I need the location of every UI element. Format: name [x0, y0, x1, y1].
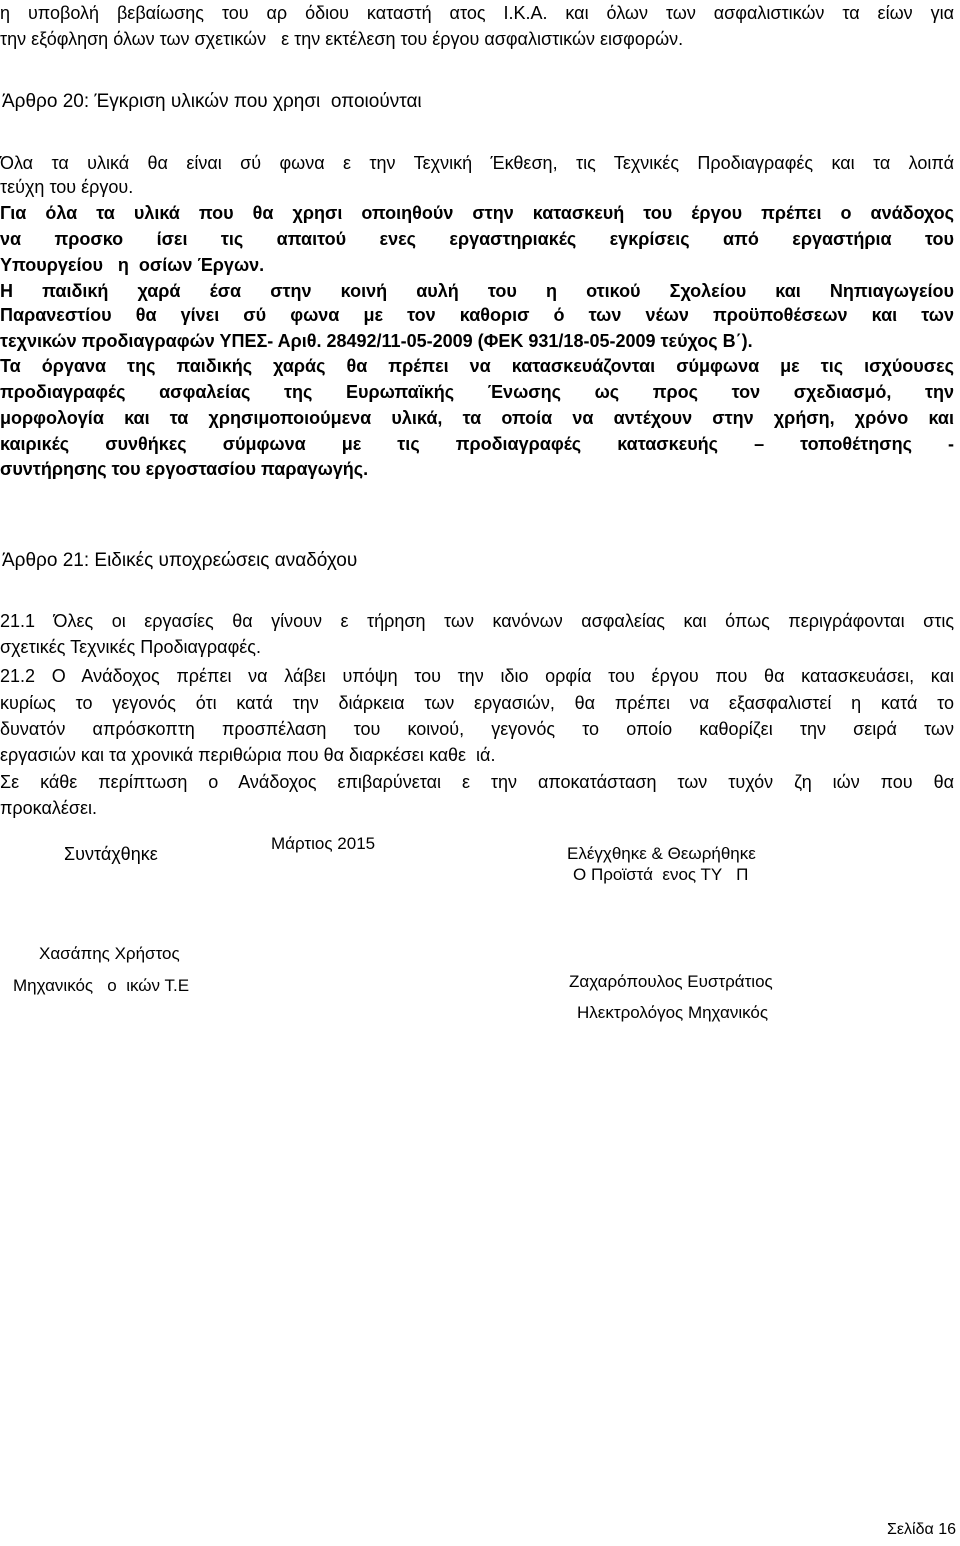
- article-21-s1-line-1: 21.1 Όλες οι εργασίες θα γίνουν ε τήρηση των κανόνων ασφαλείας και όπως περιγράφονται στις: [0, 611, 954, 631]
- article-20-p4-line-2: προδιαγραφές ασφαλείας της Ευρωπαϊκής Ένωσης ως προς τον σχεδιασμό, την: [0, 382, 954, 402]
- article-21-s2-line-2: κυρίως το γεγονός ότι κατά την διάρκεια των εργασιών, θα πρέπει να εξασφαλιστεί η κατά το: [0, 693, 954, 713]
- article-20-p2-line-3: Υπουργείου η οσίων Έργων.: [0, 255, 265, 275]
- checked-label: Ελέγχθηκε & Θεωρήθηκε: [567, 844, 756, 863]
- article-20-p2-line-2: να προσκο ίσει τις απαιτού ενες εργαστηριακές εγκρίσεις από εργαστήρια του: [0, 229, 954, 249]
- article-20-p4-line-4: καιρικές συνθήκες σύμφωνα με τις προδιαγραφές κατασκευής – τοποθέτησης -: [0, 434, 954, 454]
- article-20-p3-line-3: τεχνικών προδιαγραφών ΥΠΕΣ- Αριθ. 28492/11-05-2009 (ΦΕΚ 931/18-05-2009 τεύχος Β΄).: [0, 331, 753, 351]
- article-20-p1-line-1: Όλα τα υλικά θα είναι σύ φωνα ε την Τεχνική Έκθεση, τις Τεχνικές Προδιαγραφές και τα λοιπά: [0, 153, 954, 173]
- article-21-s1-line-2: σχετικές Τεχνικές Προδιαγραφές.: [0, 637, 261, 657]
- article-21-s3-line-2: προκαλέσει.: [0, 798, 98, 818]
- article-20-p1-line-2: τεύχη του έργου.: [0, 177, 134, 197]
- intro-line-1: η υποβολή βεβαίωσης του αρ όδιου καταστή ατος Ι.Κ.Α. και όλων των ασφαλιστικών τα είων για: [0, 3, 954, 23]
- document-date: Μάρτιος 2015: [271, 834, 376, 853]
- drafted-label: Συντάχθηκε: [64, 844, 158, 864]
- article-20-title: Άρθρο 20: Έγκριση υλικών που χρησι οποιούνται: [2, 91, 422, 112]
- article-20-p3-line-2: Παρανεστίου θα γίνει σύ φωνα με τον καθορισ ό των νέων προϋποθέσεων και των: [0, 305, 954, 325]
- article-20-p4-line-3: μορφολογία και τα χρησιμοποιούμενα υλικά, τα οποία να αντέχουν στην χρήση, χρόνο και: [0, 408, 954, 428]
- article-21-title: Άρθρο 21: Ειδικές υποχρεώσεις αναδόχου: [2, 550, 358, 571]
- article-21-s2-line-3: δυνατόν απρόσκοπτη προσπέλαση του κοινού, γεγονός το οποίο καθορίζει την σειρά των: [0, 719, 954, 739]
- article-20-p2-line-1: Για όλα τα υλικά που θα χρησι οποιηθούν στην κατασκευή του έργου πρέπει ο ανάδοχος: [0, 203, 954, 223]
- checked-role: Ο Προϊστά ενος ΤΥ Π: [573, 865, 749, 884]
- article-21-s2-line-4: εργασιών και τα χρονικά περιθώρια που θα διαρκέσει καθε ιά.: [0, 745, 496, 765]
- article-20-p3-line-1: Η παιδική χαρά έσα στην κοινή αυλή του η οτικού Σχολείου και Νηπιαγωγείου: [0, 281, 954, 301]
- author-name: Χασάπης Χρήστος: [39, 944, 180, 963]
- reviewer-title: Ηλεκτρολόγος Μηχανικός: [577, 1003, 769, 1022]
- author-title: Μηχανικός ο ικών Τ.Ε: [13, 976, 190, 995]
- article-20-p4-line-5: συντήρησης του εργοστασίου παραγωγής.: [0, 459, 369, 479]
- reviewer-name: Ζαχαρόπουλος Ευστράτιος: [569, 972, 773, 991]
- article-20-p4-line-1: Τα όργανα της παιδικής χαράς θα πρέπει να κατασκευάζονται σύμφωνα με τις ισχύουσες: [0, 356, 954, 376]
- page-number: Σελίδα 16: [887, 1521, 956, 1538]
- article-21-s3-line-1: Σε κάθε περίπτωση ο Ανάδοχος επιβαρύνεται ε την αποκατάσταση των τυχόν ζη ιών που θα: [0, 772, 954, 792]
- article-21-s2-line-1: 21.2 Ο Ανάδοχος πρέπει να λάβει υπόψη του την ιδιο ορφία του έργου που θα κατασκευάσει, και: [0, 666, 954, 686]
- intro-line-2: την εξόφληση όλων των σχετικών ε την εκτέλεση του έργου ασφαλιστικών εισφορών.: [0, 29, 684, 49]
